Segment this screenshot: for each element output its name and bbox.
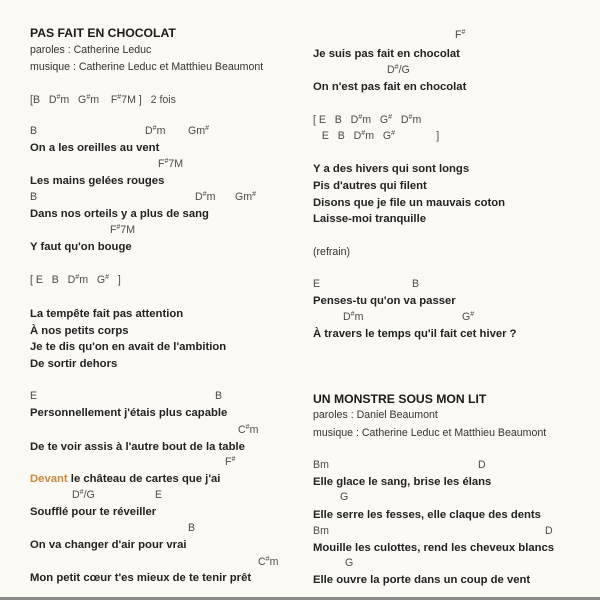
chord: Gm# [188, 125, 209, 137]
chord: D#/G [72, 489, 95, 501]
lyric-line: Elle glace le sang, brise les élans [313, 476, 492, 488]
intro-chords: [B D#m G#m F#7M ] 2 fois [30, 94, 176, 106]
lyric-line: On va changer d'air pour vrai [30, 539, 187, 551]
lyric-line: Je suis pas fait en chocolat [313, 48, 460, 60]
chord: D [545, 525, 553, 537]
song-title: UN MONSTRE SOUS MON LIT [313, 392, 487, 406]
lyric-line: Les mains gelées rouges [30, 175, 165, 187]
chord: G [340, 491, 349, 503]
lyric-line: Y faut qu'on bouge [30, 241, 132, 253]
lyric-line: Laisse-moi tranquille [313, 213, 426, 225]
lyric-line: On n'est pas fait en chocolat [313, 81, 467, 93]
lyric-line: À travers le temps qu'il fait cet hiver ? [313, 328, 517, 340]
lyric-line: Elle ouvre la porte dans un coup de vent [313, 574, 531, 586]
lyric-text: le château de cartes que j'ai [67, 473, 221, 485]
lyric-line: Mouille les culottes, rend les cheveux blancs [313, 542, 555, 554]
chord: Gm# [235, 191, 256, 203]
lyric-line: Penses-tu qu'on va passer [313, 295, 456, 307]
chord: G# [462, 311, 475, 323]
chord: F# [455, 29, 466, 41]
chord: D [478, 459, 486, 471]
chord: C#m [258, 556, 279, 568]
chord: B [30, 125, 38, 137]
chord: F#7M [110, 224, 136, 236]
chord: D#m [195, 191, 216, 203]
lyrics-credit: paroles : Daniel Beaumont [313, 409, 438, 421]
lyric-line: Elle serre les fesses, elle claque des dents [313, 509, 541, 521]
chord: D#m [145, 125, 166, 137]
chord: B [188, 522, 196, 534]
chord: B [412, 278, 420, 290]
chord: G [345, 557, 354, 569]
interlude-chords: [ E B D#m G# D#m [313, 114, 422, 126]
chord: Bm [313, 459, 329, 471]
lyric-line: Dans nos orteils y a plus de sang [30, 208, 209, 220]
chord: B [215, 390, 223, 402]
lyric-line: Pis d'autres qui filent [313, 180, 427, 192]
lyric-line [30, 472, 220, 486]
chord: Bm [313, 525, 329, 537]
chord: B [30, 191, 38, 203]
lyric-line: De te voir assis à l'autre bout de la table [30, 441, 245, 453]
chord: F#7M [158, 158, 184, 170]
chord: E [155, 489, 163, 501]
lyric-line: Disons que je file un mauvais coton [313, 197, 506, 209]
interlude-chords: E B D#m G# ] [313, 130, 440, 142]
lyric-line: Je te dis qu'on en avait de l'ambition [30, 341, 227, 353]
highlighted-word: Devant [30, 473, 68, 485]
lyric-line: Mon petit cœur t'es mieux de te tenir prêt [30, 572, 252, 584]
music-credit: musique : Catherine Leduc et Matthieu Beaumont [30, 61, 264, 73]
lyric-line: Personnellement j'étais plus capable [30, 407, 228, 419]
lyric-line: La tempête fait pas attention [30, 308, 184, 320]
music-credit: musique : Catherine Leduc et Matthieu Beaumont [313, 427, 547, 439]
lyric-line: Soufflé pour te réveiller [30, 506, 157, 518]
song-title: PAS FAIT EN CHOCOLAT [30, 26, 176, 40]
chord: E [30, 390, 38, 402]
interlude-chords: [ E B D#m G# ] [30, 274, 121, 286]
chord: C#m [238, 424, 259, 436]
chord: F# [225, 456, 236, 468]
refrain-note: (refrain) [313, 246, 351, 258]
chord: D#/G [387, 64, 410, 76]
lyric-line: De sortir dehors [30, 358, 118, 370]
lyric-line: Y a des hivers qui sont longs [313, 163, 470, 175]
chord: E [313, 278, 321, 290]
lyric-line: À nos petits corps [30, 325, 129, 337]
chord: D#m [343, 311, 364, 323]
lyrics-credit: paroles : Catherine Leduc [30, 44, 152, 56]
lyric-line: On a les oreilles au vent [30, 142, 160, 154]
